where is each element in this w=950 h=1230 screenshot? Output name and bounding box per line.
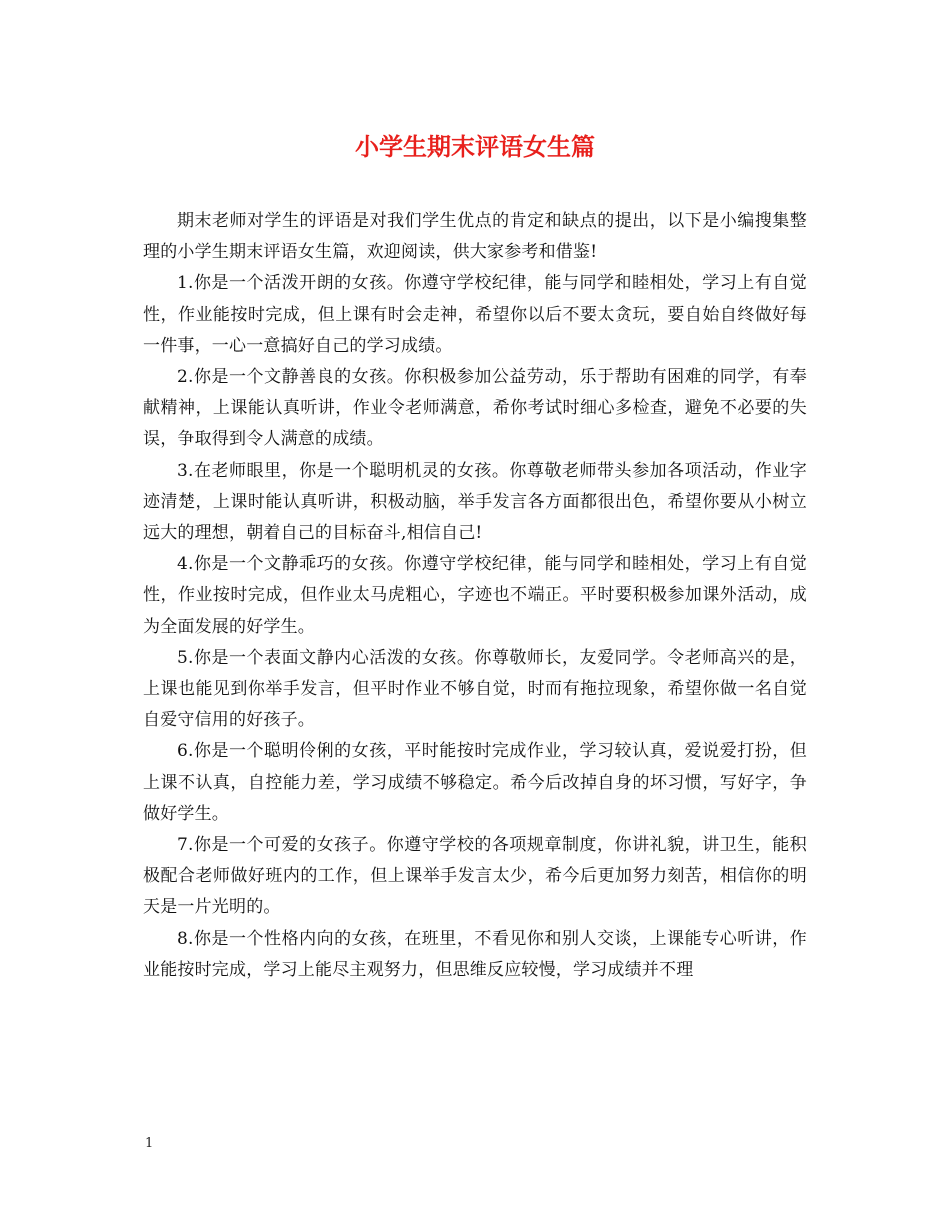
comment-paragraph-4: 4.你是一个文静乖巧的女孩。你遵守学校纪律，能与同学和睦相处，学习上有自觉性，作业按时完成，但作业太马虎粗心，字迹也不端正。平时要积极参加课外活动，成为全面发展的好学生。	[143, 554, 807, 637]
page-title: 小学生期末评语女生篇	[355, 132, 595, 161]
document-body	[143, 206, 807, 986]
comment-paragraph-8: 8.你是一个性格内向的女孩，在班里，不看见你和别人交谈，上课能专心听讲，作业能按时完成，学习上能尽主观努力，但思维反应较慢，学习成绩并不理	[143, 928, 807, 980]
page-number: 1	[145, 1136, 154, 1151]
comment-paragraph-2: 2.你是一个文静善良的女孩。你积极参加公益劳动，乐于帮助有困难的同学，有奉献精神，上课能认真听讲，作业令老师满意，希你考试时细心多检查，避免不必要的失误，争取得到令人满意的成绩。	[143, 367, 807, 450]
comment-paragraph-5: 5.你是一个表面文静内心活泼的女孩。你尊敬师长，友爱同学。令老师高兴的是，上课也能见到你举手发言，但平时作业不够自觉，时而有拖拉现象，希望你做一名自觉自爱守信用的好孩子。	[143, 647, 807, 731]
intro-paragraph: 期末老师对学生的评语是对我们学生优点的肯定和缺点的提出，以下是小编搜集整理的小学生期末评语女生篇，欢迎阅读，供大家参考和借鉴!	[143, 211, 807, 263]
comment-paragraph-1: 1.你是一个活泼开朗的女孩。你遵守学校纪律，能与同学和睦相处，学习上有自觉性，作业能按时完成，但上课有时会走神，希望你以后不要太贪玩，要自始自终做好每一件事，一心一意搞好自己的学习成绩。	[143, 273, 807, 356]
comment-paragraph-6: 6.你是一个聪明伶俐的女孩，平时能按时完成作业，学习较认真，爱说爱打扮，但上课不认真，自控能力差，学习成绩不够稳定。希今后改掉自身的坏习惯，写好字，争做好学生。	[143, 741, 807, 824]
comment-paragraph-3: 3.在老师眼里，你是一个聪明机灵的女孩。你尊敬老师带头参加各项活动，作业字迹清楚，上课时能认真听讲，积极动脑，举手发言各方面都很出色，希望你要从小树立远大的理想，朝着自己的目标奋斗,相信自己!	[143, 460, 807, 544]
comment-paragraph-7: 7.你是一个可爱的女孩子。你遵守学校的各项规章制度，你讲礼貌，讲卫生，能积极配合老师做好班内的工作，但上课举手发言太少，希今后更加努力刻苦，相信你的明天是一片光明的。	[143, 835, 807, 918]
